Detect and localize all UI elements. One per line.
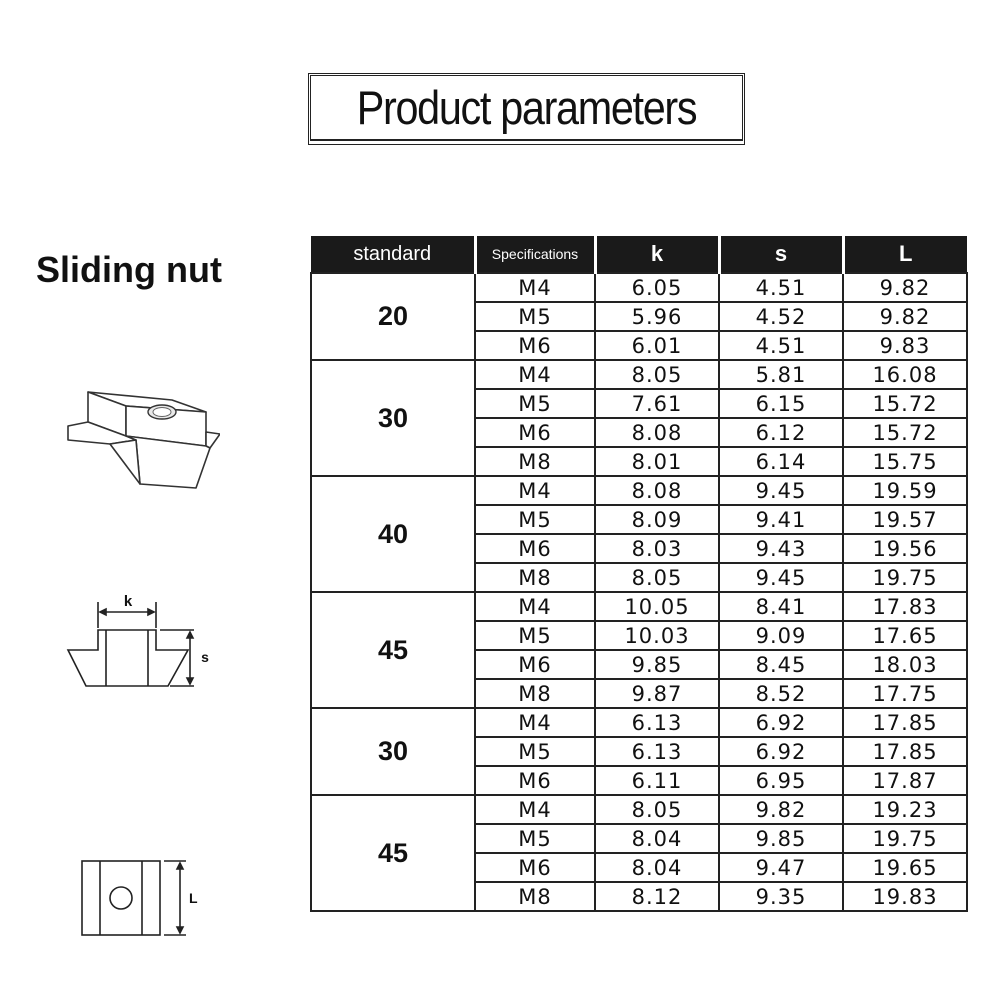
l-cell: 16.08 [843,360,967,389]
l-cell: 19.23 [843,795,967,824]
l-cell: 17.83 [843,592,967,621]
l-cell: 9.82 [843,273,967,302]
l-cell: 17.85 [843,737,967,766]
l-cell: 19.56 [843,534,967,563]
spec-cell: M6 [475,766,595,795]
l-cell: 9.82 [843,302,967,331]
page-title: Product parameters [356,81,697,134]
k-cell: 8.01 [595,447,719,476]
k-cell: 6.13 [595,737,719,766]
spec-table-body [311,273,967,911]
k-cell: 8.04 [595,824,719,853]
s-cell: 4.51 [719,331,843,360]
spec-cell: M5 [475,505,595,534]
s-cell: 9.85 [719,824,843,853]
spec-cell: M4 [475,592,595,621]
spec-cell: M6 [475,418,595,447]
standard-cell: 30 [311,708,475,795]
l-cell: 19.83 [843,882,967,911]
k-cell: 8.05 [595,563,719,592]
l-cell: 17.65 [843,621,967,650]
table-row [311,360,967,389]
k-cell: 6.13 [595,708,719,737]
dimension-s-label: s [201,649,209,665]
k-cell: 8.08 [595,418,719,447]
s-cell: 4.51 [719,273,843,302]
spec-cell: M5 [475,737,595,766]
s-cell: 9.43 [719,534,843,563]
s-cell: 6.12 [719,418,843,447]
s-cell: 6.92 [719,737,843,766]
spec-cell: M6 [475,331,595,360]
spec-cell: M8 [475,882,595,911]
s-cell: 6.15 [719,389,843,418]
k-cell: 8.09 [595,505,719,534]
l-cell: 19.57 [843,505,967,534]
spec-cell: M8 [475,447,595,476]
header-specifications: Specifications [475,236,595,273]
standard-cell: 20 [311,273,475,360]
spec-cell: M5 [475,389,595,418]
table-row [311,476,967,505]
s-cell: 9.45 [719,476,843,505]
table-row [311,795,967,824]
k-cell: 10.03 [595,621,719,650]
spec-cell: M8 [475,679,595,708]
k-cell: 9.87 [595,679,719,708]
l-cell: 19.75 [843,563,967,592]
s-cell: 8.41 [719,592,843,621]
spec-cell: M4 [475,708,595,737]
standard-cell: 30 [311,360,475,476]
table-row [311,708,967,737]
s-cell: 8.52 [719,679,843,708]
s-cell: 9.41 [719,505,843,534]
sliding-nut-3d-icon [60,388,220,493]
header-standard: standard [311,236,475,273]
k-cell: 6.11 [595,766,719,795]
spec-cell: M5 [475,621,595,650]
s-cell: 6.92 [719,708,843,737]
header-k: k [595,236,719,273]
l-cell: 17.87 [843,766,967,795]
k-cell: 7.61 [595,389,719,418]
s-cell: 8.45 [719,650,843,679]
l-cell: 19.59 [843,476,967,505]
spec-cell: M4 [475,273,595,302]
k-cell: 6.05 [595,273,719,302]
standard-cell: 45 [311,795,475,911]
l-cell: 15.72 [843,389,967,418]
l-cell: 15.72 [843,418,967,447]
s-cell: 9.47 [719,853,843,882]
k-cell: 8.03 [595,534,719,563]
spec-cell: M5 [475,824,595,853]
s-cell: 9.09 [719,621,843,650]
k-cell: 8.12 [595,882,719,911]
dimension-k-label: k [123,593,133,610]
spec-table [310,236,968,912]
k-cell: 8.04 [595,853,719,882]
s-cell: 6.95 [719,766,843,795]
k-cell: 5.96 [595,302,719,331]
s-cell: 4.52 [719,302,843,331]
spec-cell: M4 [475,360,595,389]
spec-cell: M6 [475,650,595,679]
l-cell: 19.65 [843,853,967,882]
table-row [311,273,967,302]
s-cell: 9.82 [719,795,843,824]
spec-cell: M6 [475,534,595,563]
l-cell: 18.03 [843,650,967,679]
k-cell: 9.85 [595,650,719,679]
table-header-row [311,236,967,273]
dimension-l-label: L [189,890,198,906]
k-cell: 8.08 [595,476,719,505]
table-row [311,592,967,621]
k-cell: 8.05 [595,360,719,389]
l-cell: 17.75 [843,679,967,708]
s-cell: 6.14 [719,447,843,476]
l-cell: 15.75 [843,447,967,476]
spec-cell: M8 [475,563,595,592]
k-cell: 8.05 [595,795,719,824]
spec-cell: M6 [475,853,595,882]
top-view-diagram [70,855,200,940]
l-cell: 9.83 [843,331,967,360]
title-box [308,73,745,145]
l-cell: 17.85 [843,708,967,737]
front-view-diagram [60,588,220,698]
s-cell: 5.81 [719,360,843,389]
s-cell: 9.45 [719,563,843,592]
standard-cell: 40 [311,476,475,592]
header-s: s [719,236,843,273]
k-cell: 10.05 [595,592,719,621]
spec-cell: M4 [475,476,595,505]
l-cell: 19.75 [843,824,967,853]
spec-cell: M4 [475,795,595,824]
k-cell: 6.01 [595,331,719,360]
header-l: L [843,236,967,273]
product-name: Sliding nut [36,249,222,290]
standard-cell: 45 [311,592,475,708]
spec-cell: M5 [475,302,595,331]
s-cell: 9.35 [719,882,843,911]
